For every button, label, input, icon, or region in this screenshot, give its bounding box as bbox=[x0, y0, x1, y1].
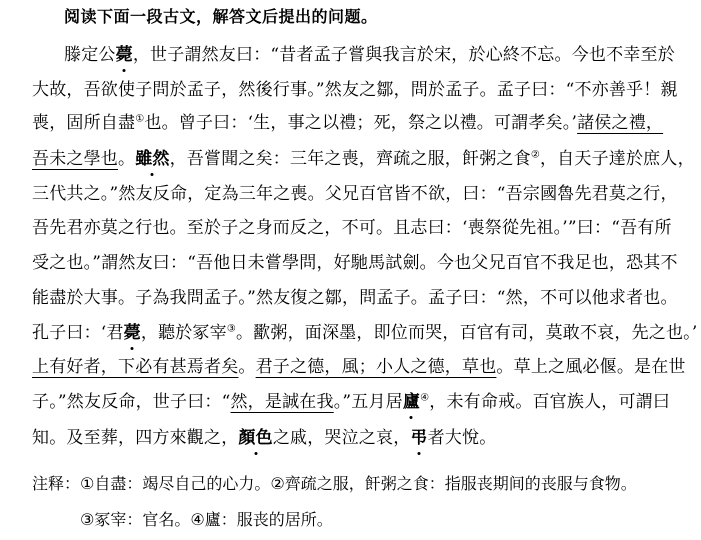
text-segment: ，聽於冢宰 bbox=[140, 323, 227, 343]
text-segment: 。草上之風必偃。是在世 bbox=[496, 357, 686, 377]
footnote-line-2: ③冢宰：官名。④廬：服丧的居所。 bbox=[80, 510, 333, 529]
footnote-marker: ③ bbox=[226, 323, 236, 335]
text-segment: ，吾嘗聞之矣：三年之喪，齊疏之服，飦粥之食 bbox=[169, 149, 531, 169]
text-segment: ，自天子達於庶人， bbox=[539, 149, 695, 169]
footnote-marker: ② bbox=[530, 149, 540, 161]
text-segment: 滕定公 bbox=[64, 45, 116, 65]
text-segment: 之戚，哭泣之哀， bbox=[272, 428, 411, 448]
text-line-5: 三代共之。”然友反命，定為三年之喪。父兄百官皆不欲，曰：“吾宗國魯先君莫之行， bbox=[32, 184, 678, 204]
text-segment: 孔子曰：‘君 bbox=[32, 323, 124, 343]
underlined-phrase: 吾未之學也 bbox=[32, 149, 118, 169]
text-segment: 喪，固所自盡 bbox=[32, 113, 136, 133]
text-line-1 bbox=[64, 40, 675, 65]
text-segment: 。”五月居 bbox=[333, 392, 403, 412]
text-line-4 bbox=[32, 144, 695, 169]
footnote-marker: ④ bbox=[420, 392, 430, 404]
underlined-phrase: 諸侯之禮， bbox=[577, 113, 664, 133]
text-line-2: 大故，吾欲使子問於孟子，然後行事。”然友之鄒，問於孟子。孟子曰：“不亦善乎！親 bbox=[32, 80, 678, 100]
text-segment: 。 bbox=[238, 357, 256, 377]
text-segment: 。歠粥，面深墨，即位而哭，百官有司，莫敢不哀，先之也。’ bbox=[235, 323, 698, 343]
emphasized-word: 顏色 bbox=[238, 428, 273, 448]
footnote-marker: ① bbox=[135, 113, 145, 125]
text-line-8: 能盡於大事。子為我問孟子。”然友復之鄒，問孟子。孟子曰：“然，不可以他求者也。 bbox=[32, 288, 678, 308]
underlined-phrase: 上有好者，下必有甚焉者矣 bbox=[32, 357, 239, 377]
text-line-11 bbox=[32, 387, 672, 412]
text-line-3 bbox=[32, 108, 672, 133]
text-line-9 bbox=[32, 318, 698, 343]
footnote-line-1: 注释：①自盡：竭尽自己的心力。②齊疏之服，飦粥之食：指服丧期间的丧服与食物。 bbox=[32, 474, 637, 493]
text-segment: ，未有命戒。百官族人，可謂曰 bbox=[429, 392, 671, 412]
emphasized-word: 薨 bbox=[115, 45, 133, 65]
text-segment: ，世子謂然友曰：“昔者孟子嘗與我言於宋，於心終不忘。今也不幸至於 bbox=[132, 45, 675, 65]
underlined-phrase: 君子之德，風；小人之德，草也 bbox=[255, 357, 497, 377]
emphasized-word: 弔 bbox=[410, 428, 428, 448]
text-line-12 bbox=[32, 423, 672, 448]
question-heading: 阅读下面一段古文，解答文后提出的问题。 bbox=[64, 7, 378, 26]
text-segment: 者大悅。 bbox=[427, 428, 497, 448]
emphasized-word: 薨 bbox=[123, 323, 141, 343]
emphasized-word: 廬 bbox=[402, 392, 421, 412]
underlined-phrase: 然，是誠在我 bbox=[230, 392, 334, 412]
text-line-6: 吾先君亦莫之行也。至於子之身而反之，不可。且志曰：‘喪祭從先祖。’”曰：“吾有所 bbox=[32, 218, 672, 238]
text-line-7: 受之也。”謂然友曰：“吾他日未嘗學問，好馳馬試劍。今也父兄百官不我足也，恐其不 bbox=[32, 253, 678, 273]
text-segment: 也。曾子曰：‘生，事之以禮；死，祭之以禮。可謂孝矣。’ bbox=[144, 113, 578, 133]
emphasized-word: 雖然 bbox=[135, 149, 170, 169]
text-line-10 bbox=[32, 352, 686, 377]
text-segment: 知。及至葬，四方來觀之， bbox=[32, 428, 239, 448]
text-segment: 子。”然友反命，世子曰：“ bbox=[32, 392, 231, 412]
text-segment: 。 bbox=[118, 149, 136, 169]
